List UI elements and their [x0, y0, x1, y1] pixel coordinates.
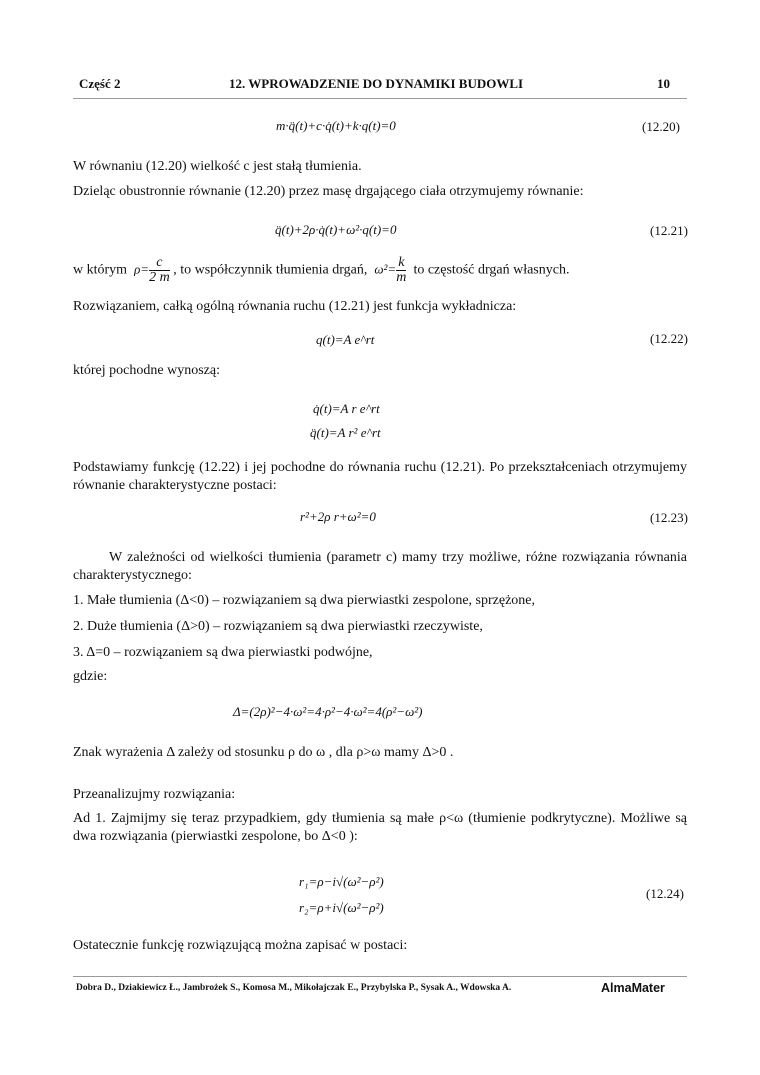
equation-number-12-21: (12.21): [650, 223, 688, 238]
equation-number-12-23: (12.23): [650, 510, 688, 525]
header-page-number: 10: [657, 76, 670, 91]
equation-12-21: q̈(t)+2ρ·q̇(t)+ω²·q(t)=0: [275, 222, 397, 237]
equation-number-12-24: (12.24): [646, 886, 684, 901]
paragraph-where: gdzie:: [73, 669, 108, 684]
footer-rule: [73, 976, 687, 977]
paragraph-ad1: Ad 1. Zajmijmy się teraz przypadkiem, gdy tłumienia są małe ρ<ω (tłumienie podkrytyczne). Możliwe są dwa rozwiązania (pierwiastki zespolone, bo Δ<0 ):: [73, 811, 687, 844]
rho-denominator: 2 m: [149, 270, 170, 285]
definitions-line: [73, 256, 687, 285]
equation-12-23: r²+2ρ r+ω²=0: [300, 509, 376, 524]
omega-numerator: k: [398, 255, 405, 270]
rho-lhs: ρ=: [134, 261, 150, 277]
equation-12-20: m·q̈(t)+c·q̇(t)+k·q(t)=0: [276, 118, 396, 133]
omega-fraction: [396, 256, 406, 285]
paragraph-derivatives: której pochodne wynoszą:: [73, 363, 220, 378]
header-part: Część 2: [79, 76, 121, 91]
list-item-small-damping: 1. Małe tłumienia (Δ<0) – rozwiązaniem są dwa pierwiastki zespolone, sprzężone,: [73, 593, 536, 608]
rho-numerator: c: [149, 256, 170, 271]
equation-second-derivative: q̈(t)=A r² e^rt: [310, 425, 381, 440]
paragraph-damping-constant: W równaniu (12.20) wielkość c jest stałą tłumienia.: [73, 159, 362, 174]
omega-denominator: m: [396, 270, 407, 285]
list-item-critical-damping: 3. Δ=0 – rozwiązaniem są dwa pierwiastki podwójne,: [73, 645, 373, 660]
paragraph-general-solution: Rozwiązaniem, całką ogólną równania ruchu (12.21) jest funkcja wykładnicza:: [73, 299, 517, 314]
equation-number-12-20: (12.20): [642, 119, 680, 134]
omega-lhs: ω²=: [374, 261, 397, 277]
definitions-intro: w którym: [73, 262, 128, 278]
definitions-damping: , to współczynnik tłumienia drgań,: [173, 262, 368, 278]
rho-fraction: [149, 256, 170, 285]
definitions-frequency: to częstość drgań własnych.: [413, 262, 570, 278]
paragraph-damping-cases: W zależności od wielkości tłumienia (parametr c) mamy trzy możliwe, różne rozwiązania równania charakterystycznego:: [73, 550, 687, 583]
equation-root-r2: r₂=ρ+i√(ω²−ρ²): [299, 900, 384, 915]
header-rule: [73, 98, 687, 99]
equation-root-r1: r₁=ρ−i√(ω²−ρ²): [299, 874, 384, 889]
paragraph-analyze: Przeanalizujmy rozwiązania:: [73, 787, 236, 802]
equation-first-derivative: q̇(t)=A r e^rt: [313, 401, 380, 416]
equation-delta: Δ=(2ρ)²−4·ω²=4·ρ²−4·ω²=4(ρ²−ω²): [233, 704, 423, 719]
equation-12-22: q(t)=A e^rt: [316, 332, 375, 347]
footer-authors: Dobra D., Dziakiewicz Ł., Jambrożek S., Komosa M., Mikołajczak E., Przybylska P., Sysak A., Wdowska A.: [76, 983, 512, 993]
paragraph-divide-mass: Dzieląc obustronnie równanie (12.20) przez masę drgającego ciała otrzymujemy równanie:: [73, 184, 584, 199]
header-chapter: 12. WPROWADZENIE DO DYNAMIKI BUDOWLI: [229, 76, 524, 91]
equation-number-12-22: (12.22): [650, 331, 688, 346]
paragraph-delta-sign: Znak wyrażenia Δ zależy od stosunku ρ do ω , dla ρ>ω mamy Δ>0 .: [73, 745, 454, 760]
list-item-large-damping: 2. Duże tłumienia (Δ>0) – rozwiązaniem są dwa pierwiastki rzeczywiste,: [73, 619, 483, 634]
footer-brand: AlmaMater: [601, 981, 665, 995]
paragraph-substitution: Podstawiamy funkcję (12.22) i jej pochodne do równania ruchu (12.21). Po przekształceniach otrzymujemy równanie charakterystyczne postaci:: [73, 460, 687, 493]
paragraph-final-form: Ostatecznie funkcję rozwiązującą można zapisać w postaci:: [73, 938, 408, 953]
